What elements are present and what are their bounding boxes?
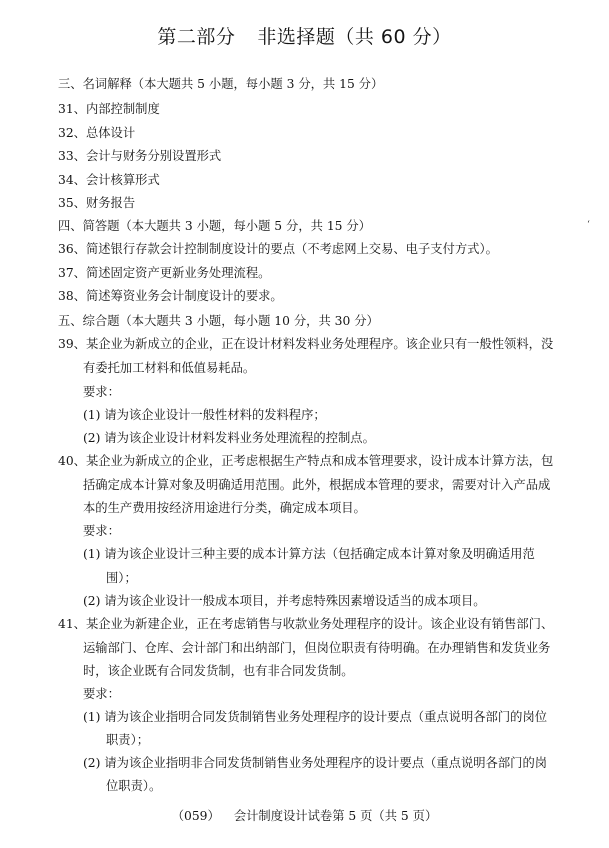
question-number: 40、 — [58, 454, 86, 468]
question-39-line-1 — [58, 336, 553, 352]
question-35 — [58, 195, 135, 211]
question-40-line-2: 括确定成本计算对象及明确适用范围。此外，根据成本管理的要求，需要对计入产品成 — [83, 478, 551, 492]
question-text: 某企业为新成立的企业，正在设计材料发料业务处理程序。该企业只有一般性领料，没 — [85, 337, 554, 351]
question-text: 财务报告 — [85, 196, 136, 210]
question-number: 33、 — [58, 149, 86, 163]
question-number: 35、 — [58, 196, 86, 210]
question-text: 简述固定资产更新业务处理流程。 — [85, 266, 271, 280]
question-41-item-2 — [83, 755, 547, 771]
question-38 — [58, 288, 283, 304]
question-33 — [58, 148, 221, 164]
question-text: 某企业为新成立的企业，正考虑根据生产特点和成本管理要求，设计成本计算方法，包 — [85, 454, 554, 468]
section-heading-4: 四、简答题（本大题共 3 小题，每小题 5 分，共 15 分） — [58, 219, 371, 233]
question-text: 会计与财务分别设置形式 — [85, 149, 222, 163]
question-number: 39、 — [58, 337, 86, 351]
question-41-line-2: 运输部门、仓库、会计部门和出纳部门，但岗位职责有待明确。在办理销售和发货业务 — [83, 641, 551, 655]
footer-text: 会计制度设计试卷第 5 页（共 5 页） — [233, 809, 438, 823]
question-40-item-2 — [83, 593, 486, 609]
item-number: (1) — [83, 408, 101, 422]
question-36 — [58, 241, 498, 257]
question-number: 41、 — [58, 617, 86, 631]
question-text: 简述筹资业务会计制度设计的要求。 — [85, 289, 283, 303]
question-41-line-1 — [58, 616, 553, 632]
item-number: (1) — [83, 547, 101, 561]
question-text: 会计核算形式 — [85, 173, 160, 187]
page-footer — [0, 806, 609, 824]
question-39-item-1 — [83, 407, 326, 423]
item-number: (2) — [83, 594, 101, 608]
question-32 — [58, 125, 135, 141]
item-text: 请为该企业设计三种主要的成本计算方法（包括确定成本计算对象及明确适用范 — [104, 547, 535, 561]
page-title — [0, 22, 609, 49]
item-text: 请为该企业设计一般成本项目，并考虑特殊因素增设适当的成本项目。 — [104, 594, 486, 608]
question-number: 31、 — [58, 102, 86, 116]
question-text: 内部控制制度 — [85, 102, 160, 116]
question-number: 36、 — [58, 242, 86, 256]
question-number: 37、 — [58, 266, 86, 280]
item-text: 请为该企业指明非合同发货制销售业务处理程序的设计要点（重点说明各部门的岗 — [104, 756, 548, 770]
item-text: 请为该企业设计材料发料业务处理流程的控制点。 — [104, 431, 375, 445]
section-heading-3: 三、名词解释（本大题共 5 小题，每小题 3 分，共 15 分） — [58, 77, 384, 91]
question-31 — [58, 101, 160, 117]
question-text: 某企业为新建企业，正在考虑销售与收款业务处理程序的设计。该企业设有销售部门、 — [85, 617, 554, 631]
question-39-requirement-label: 要求： — [83, 385, 120, 399]
question-41-requirement-label: 要求： — [83, 687, 120, 701]
item-text: 请为该企业指明合同发货制销售业务处理程序的设计要点（重点说明各部门的岗位 — [104, 710, 548, 724]
question-40-item-1-cont: 围）； — [106, 571, 137, 585]
question-text: 简述银行存款会计控制制度设计的要点（不考虑网上交易、电子支付方式）。 — [85, 242, 498, 256]
question-34 — [58, 172, 160, 188]
question-37 — [58, 265, 270, 281]
question-40-line-1 — [58, 453, 553, 469]
exam-code: （059） — [171, 809, 220, 823]
question-41-item-2-cont: 位职责）。 — [106, 779, 162, 793]
question-40-item-1 — [83, 546, 535, 562]
question-number: 34、 — [58, 173, 86, 187]
question-41-item-1-cont: 职责）； — [106, 733, 150, 747]
question-40-requirement-label: 要求： — [83, 524, 120, 538]
title-part: 第二部分 — [157, 26, 236, 48]
question-text: 总体设计 — [85, 126, 136, 140]
item-text: 请为该企业设计一般性材料的发料程序； — [104, 408, 326, 422]
item-number: (2) — [83, 431, 101, 445]
question-39-line-2: 有委托加工材料和低值易耗品。 — [83, 361, 256, 375]
question-39-item-2 — [83, 430, 375, 446]
item-number: (2) — [83, 756, 101, 770]
question-number: 32、 — [58, 126, 86, 140]
section-heading-5: 五、综合题（本大题共 3 小题，每小题 10 分，共 30 分） — [58, 314, 379, 328]
question-41-item-1 — [83, 709, 547, 725]
title-main: 非选择题（共 60 分） — [257, 26, 452, 48]
item-number: (1) — [83, 710, 101, 724]
question-number: 38、 — [58, 289, 86, 303]
question-41-line-3: 时，该企业既有合同发货制，也有非合同发货制。 — [83, 664, 354, 678]
margin-mark: ‘ — [587, 220, 590, 230]
question-40-line-3: 本的生产费用按经济用途进行分类，确定成本项目。 — [83, 501, 366, 515]
